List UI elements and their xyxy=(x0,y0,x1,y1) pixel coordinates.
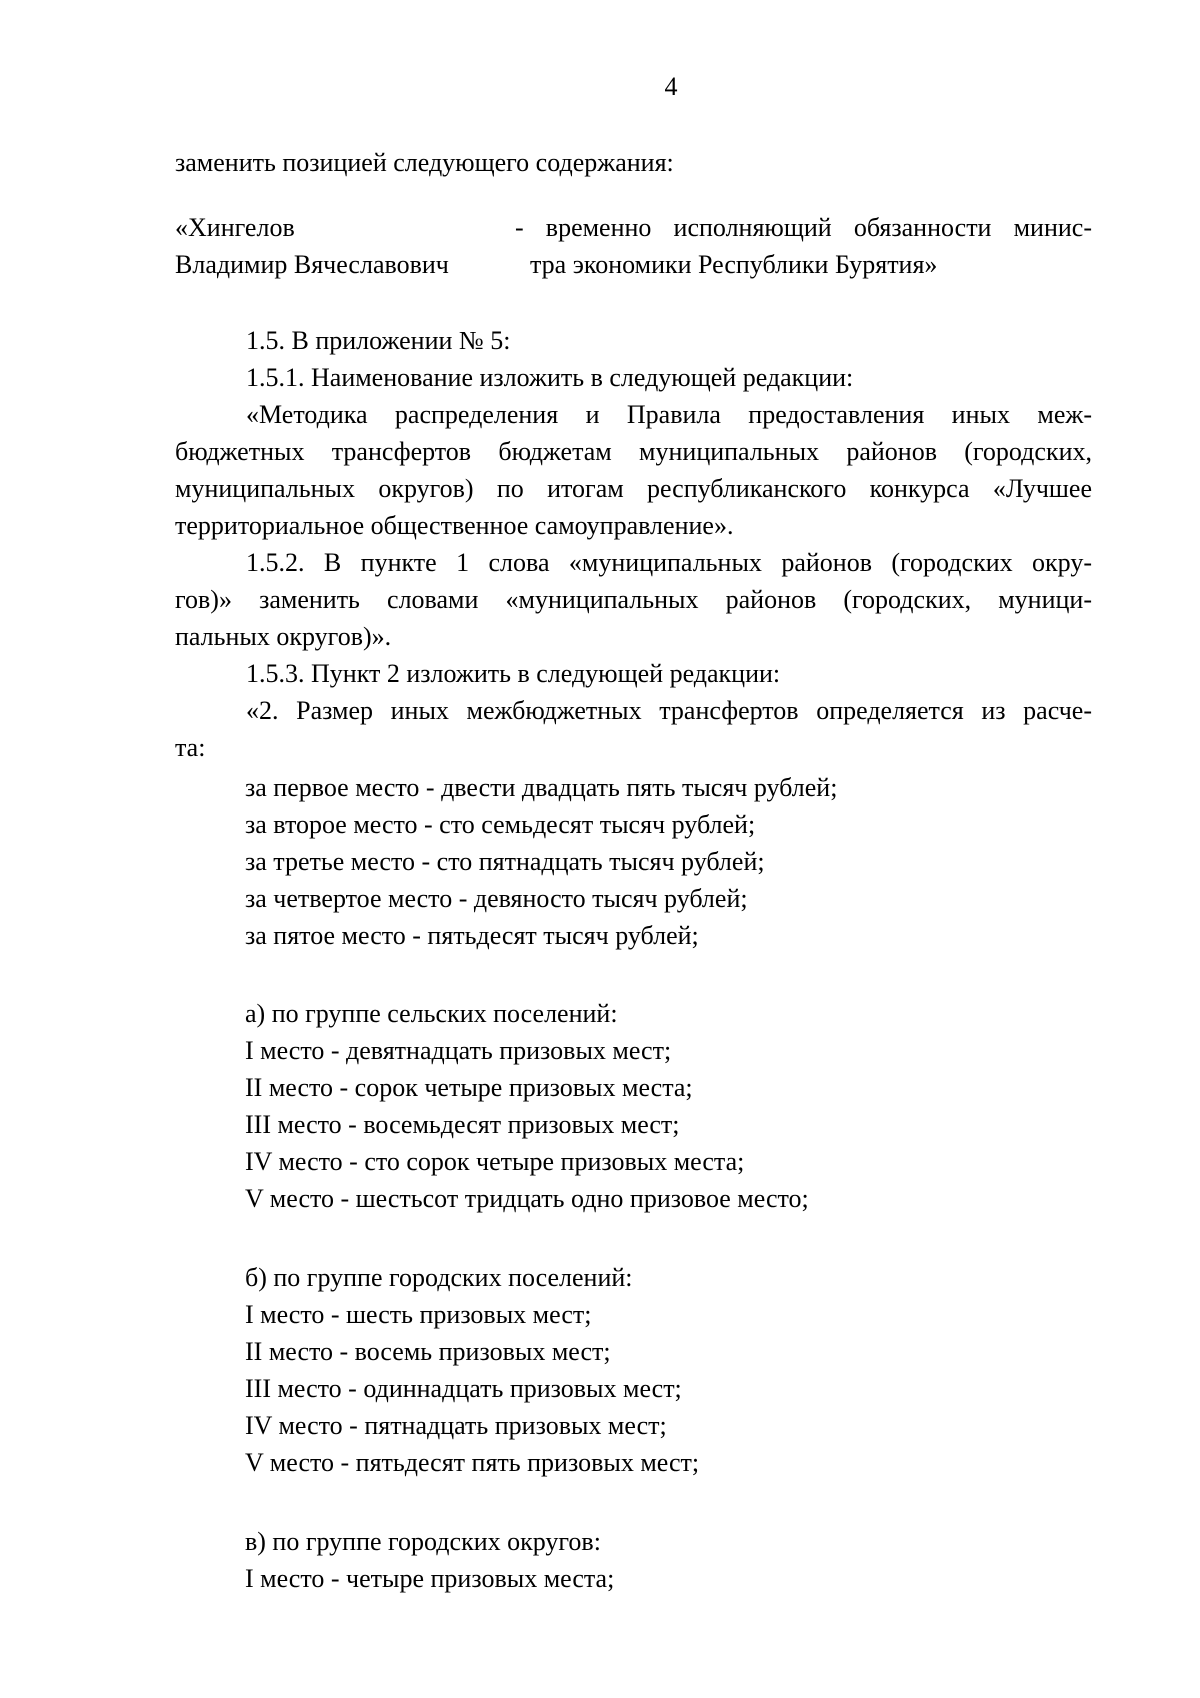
paragraph-line: муниципальных округов) по итогам республиканского конкурса «Лучшее xyxy=(175,474,1092,503)
paragraph-line: 1.5.2. В пункте 1 слова «муниципальных районов (городских окру- xyxy=(246,548,1092,577)
official-name-line2: Владимир Вячеславович xyxy=(175,250,449,279)
subsection-1-5-1-heading: 1.5.1. Наименование изложить в следующей редакции: xyxy=(246,363,854,392)
intro-line: заменить позицией следующего содержания: xyxy=(175,148,674,177)
amount-item: за первое место - двести двадцать пять тысяч рублей; xyxy=(245,773,838,802)
amount-item: за пятое место - пятьдесят тысяч рублей; xyxy=(245,921,699,950)
group-b-item: III место - одиннадцать призовых мест; xyxy=(245,1374,682,1403)
group-c-item: I место - четыре призовых места; xyxy=(245,1564,615,1593)
group-a-item: III место - восемьдесят призовых мест; xyxy=(245,1110,680,1139)
group-c-title: в) по группе городских округов: xyxy=(245,1527,601,1556)
group-a-item: II место - сорок четыре призовых места; xyxy=(245,1073,693,1102)
group-a-title: а) по группе сельских поселений: xyxy=(245,999,618,1028)
group-b-item: IV место - пятнадцать призовых мест; xyxy=(245,1411,667,1440)
paragraph-line: территориальное общественное самоуправление». xyxy=(175,511,734,540)
group-b-item: I место - шесть призовых мест; xyxy=(245,1300,592,1329)
page-number: 4 xyxy=(664,72,678,101)
official-role-line1: - временно исполняющий обязанности минис- xyxy=(515,213,1092,242)
subsection-1-5-3-heading: 1.5.3. Пункт 2 изложить в следующей редакции: xyxy=(246,659,781,688)
amount-item: за четвертое место - девяносто тысяч рублей; xyxy=(245,884,748,913)
section-1-5 xyxy=(175,322,1092,766)
amount-item: за третье место - сто пятнадцать тысяч рублей; xyxy=(245,847,765,876)
group-b-item: II место - восемь призовых мест; xyxy=(245,1337,611,1366)
group-a-item: V место - шестьсот тридцать одно призовое место; xyxy=(245,1184,809,1213)
group-a-item: I место - девятнадцать призовых мест; xyxy=(245,1036,672,1065)
paragraph-line: бюджетных трансфертов бюджетам муниципальных районов (городских, xyxy=(175,437,1092,466)
group-b-title: б) по группе городских поселений: xyxy=(245,1263,633,1292)
paragraph-line: пальных округов)». xyxy=(175,622,392,651)
group-a-item: IV место - сто сорок четыре призовых места; xyxy=(245,1147,745,1176)
paragraph-line: гов)» заменить словами «муниципальных районов (городских, муници- xyxy=(175,585,1092,614)
paragraph-line: та: xyxy=(175,733,206,762)
section-heading: 1.5. В приложении № 5: xyxy=(246,326,511,355)
paragraph-line: «Методика распределения и Правила предоставления иных меж- xyxy=(246,400,1092,429)
paragraph-line: «2. Размер иных межбюджетных трансфертов определяется из расче- xyxy=(246,696,1092,725)
official-name-line1: «Хингелов xyxy=(175,213,295,242)
amount-item: за второе место - сто семьдесят тысяч рублей; xyxy=(245,810,756,839)
group-b-item: V место - пятьдесят пять призовых мест; xyxy=(245,1448,700,1477)
official-role-line2: тра экономики Республики Бурятия» xyxy=(530,250,938,279)
